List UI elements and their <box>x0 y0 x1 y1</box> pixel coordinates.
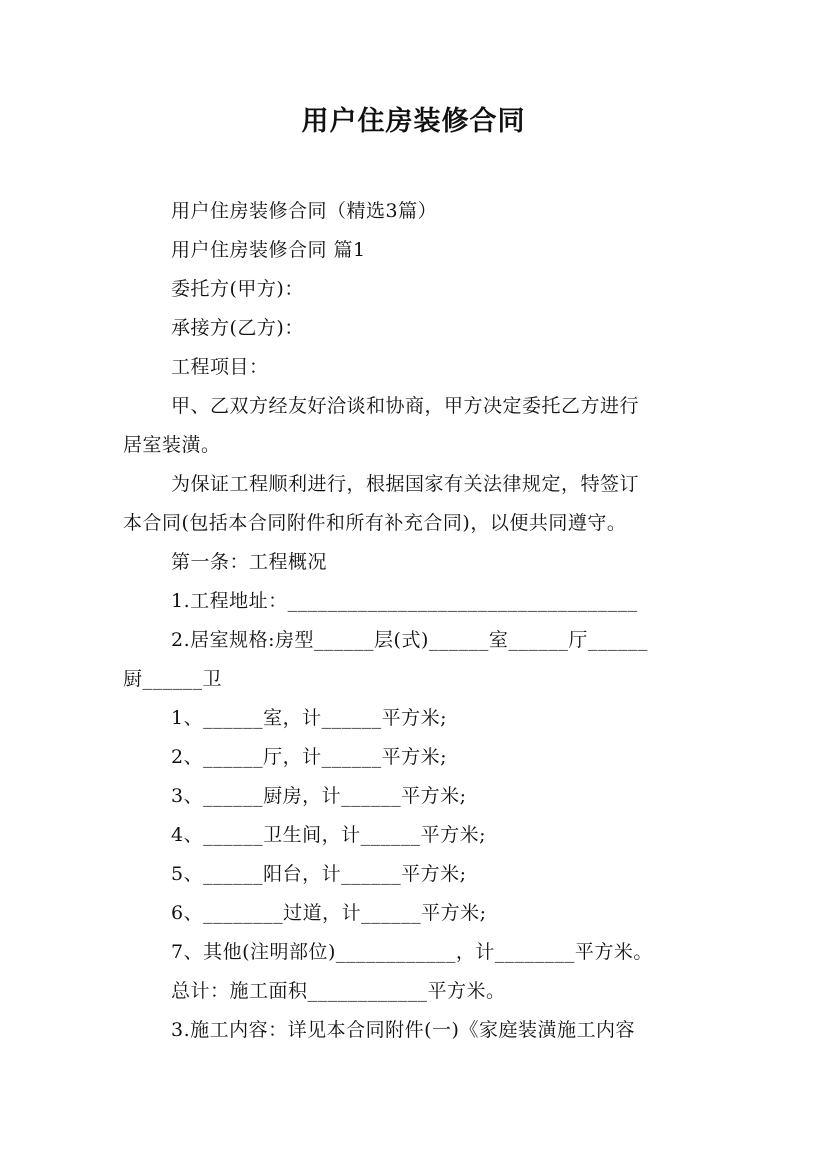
body-line: 工程项目： <box>171 356 269 378</box>
body-line: 3、______厨房，计______平方米; <box>171 785 467 807</box>
body-line: 2、______厅，计______平方米; <box>171 746 447 768</box>
body-line: 1.工程地址：___________________________________ <box>171 590 638 612</box>
section-heading: 第一条：工程概况 <box>171 551 328 573</box>
body-line: 3.施工内容：详见本合同附件(一)《家庭装潢施工内容 <box>171 1019 635 1041</box>
body-line: 6、________过道，计______平方米; <box>171 902 487 924</box>
body-line: 总计：施工面积____________平方米。 <box>171 980 506 1002</box>
body-line: 1、______室，计______平方米; <box>171 707 447 729</box>
body-line: 委托方(甲方)： <box>171 278 304 300</box>
body-line: 用户住房装修合同 篇1 <box>171 239 366 261</box>
body-line: 为保证工程顺利进行，根据国家有关法律规定，特签订 <box>171 473 640 495</box>
body-line: 用户住房装修合同（精选3篇） <box>171 200 438 222</box>
body-line: 7、其他(注明部位)____________，计________平方米。 <box>171 941 653 963</box>
body-line: 甲、乙双方经友好洽谈和协商，甲方决定委托乙方进行 <box>171 395 640 417</box>
document-title: 用户住房装修合同 <box>301 106 526 137</box>
body-line: 居室装潢。 <box>123 434 221 456</box>
body-line: 本合同(包括本合同附件和所有补充合同)，以便共同遵守。 <box>123 512 627 534</box>
body-line: 4、______卫生间，计______平方米; <box>171 824 486 846</box>
body-line: 5、______阳台，计______平方米; <box>171 863 467 885</box>
body-line: 2.居室规格:房型______层(式)______室______厅______ <box>171 629 648 651</box>
body-line: 承接方(乙方)： <box>171 317 304 339</box>
body-line: 厨______卫 <box>123 668 223 690</box>
